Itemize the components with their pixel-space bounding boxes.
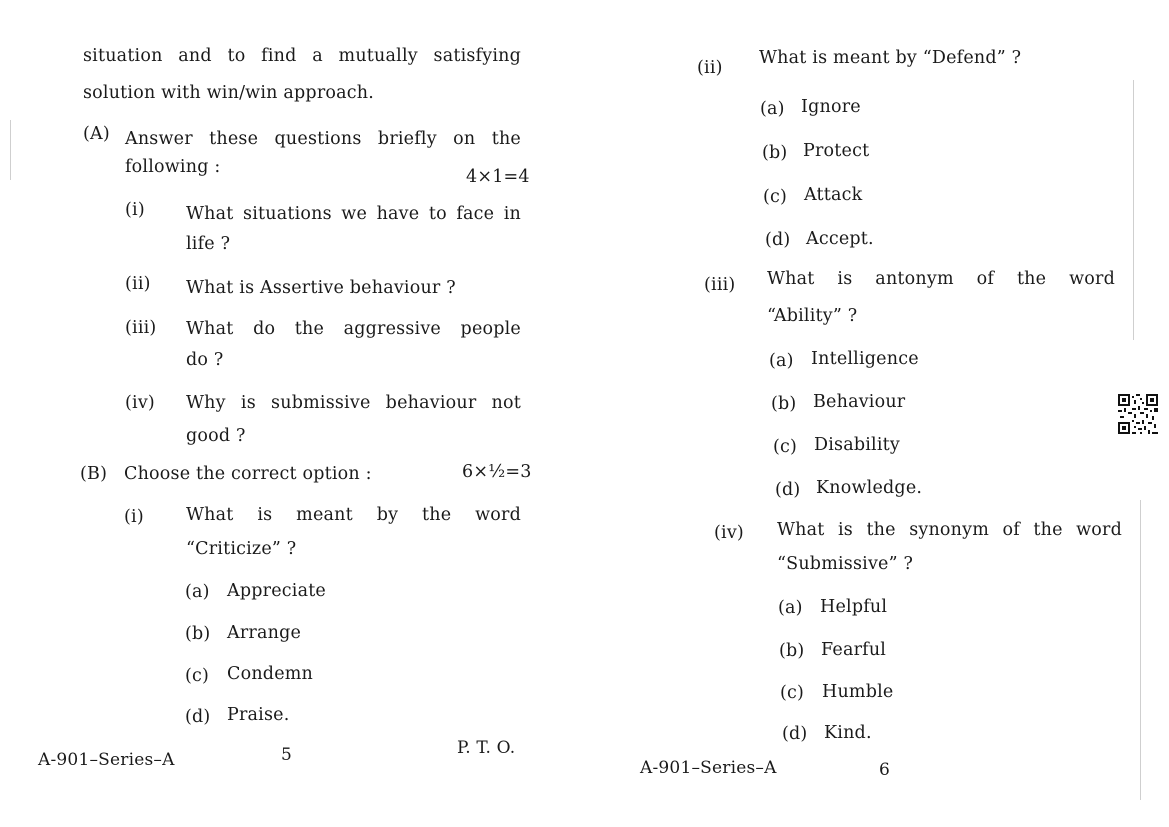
- question-b3-line-1: What is antonym of the word: [767, 269, 1115, 289]
- option-b3-c-label: (c): [773, 437, 798, 457]
- option-b3-d-label: (d): [775, 480, 801, 500]
- option-b4-d-label: (d): [782, 724, 808, 744]
- footer-series-right: A-901–Series–A: [640, 758, 777, 778]
- question-a4-number: (iv): [125, 393, 155, 413]
- question-a3-line-1: What do the aggressive people: [186, 319, 521, 339]
- section-a-line-2: following :: [125, 157, 221, 177]
- option-b1-a-label: (a): [185, 582, 210, 602]
- option-b4-a-text: Helpful: [820, 597, 888, 617]
- intro-line-2: solution with win/win approach.: [83, 83, 374, 103]
- option-b2-d-text: Accept.: [806, 229, 874, 249]
- footer-pto: P. T. O.: [457, 738, 516, 758]
- question-a4-line-1: Why is submissive behaviour not: [186, 393, 521, 413]
- scan-edge-line-right: [1133, 80, 1134, 340]
- section-b-label: (B): [80, 464, 108, 484]
- option-b1-b-text: Arrange: [227, 623, 302, 643]
- question-b2-text: What is meant by “Defend” ?: [759, 48, 1022, 68]
- option-b3-c-text: Disability: [814, 435, 900, 455]
- question-b4-line-1: What is the synonym of the word: [777, 520, 1122, 540]
- option-b1-a-text: Appreciate: [227, 581, 326, 601]
- scan-edge-line: [10, 120, 11, 180]
- option-b2-b-label: (b): [762, 143, 788, 163]
- question-a1-line-2: life ?: [186, 234, 231, 254]
- option-b4-b-label: (b): [779, 641, 805, 661]
- question-a3-line-2: do ?: [186, 350, 224, 370]
- question-a3-number: (iii): [125, 318, 157, 338]
- question-b4-line-2: “Submissive” ?: [777, 554, 914, 574]
- footer-page-number-right: 6: [879, 760, 891, 780]
- option-b4-b-text: Fearful: [821, 640, 887, 660]
- section-a-label: (A): [83, 124, 110, 144]
- qr-code-icon: [1118, 394, 1158, 434]
- section-b-marks: 6×½=3: [462, 462, 532, 482]
- section-a-line-1: Answer these questions briefly on the: [125, 129, 521, 149]
- option-b1-d-label: (d): [185, 707, 211, 727]
- option-b1-c-label: (c): [185, 666, 210, 686]
- option-b4-c-label: (c): [780, 683, 805, 703]
- option-b4-d-text: Kind.: [824, 723, 872, 743]
- option-b2-c-label: (c): [763, 187, 788, 207]
- question-b1-number: (i): [124, 507, 144, 527]
- section-b-text: Choose the correct option :: [124, 464, 372, 484]
- option-b3-b-label: (b): [771, 394, 797, 414]
- option-b4-a-label: (a): [778, 598, 803, 618]
- intro-line-1: situation and to find a mutually satisfying: [83, 46, 521, 66]
- question-b3-line-2: “Ability” ?: [767, 306, 858, 326]
- question-b4-number: (iv): [714, 523, 744, 543]
- question-a1-line-1: What situations we have to face in: [186, 204, 521, 224]
- question-a1-number: (i): [125, 200, 145, 220]
- section-a-marks: 4×1=4: [466, 167, 530, 187]
- question-a2-number: (ii): [125, 274, 151, 294]
- right-page: [584, 0, 1169, 827]
- left-page: [0, 0, 584, 827]
- footer-page-number: 5: [281, 745, 293, 765]
- option-b3-a-label: (a): [769, 351, 794, 371]
- option-b1-b-label: (b): [185, 624, 211, 644]
- question-b1-line-1: What is meant by the word: [186, 505, 521, 525]
- option-b3-a-text: Intelligence: [811, 349, 919, 369]
- option-b4-c-text: Humble: [822, 682, 894, 702]
- scan-edge-line-right-lower: [1140, 500, 1141, 800]
- option-b2-b-text: Protect: [803, 141, 870, 161]
- question-b2-number: (ii): [697, 58, 723, 78]
- option-b1-c-text: Condemn: [227, 664, 314, 684]
- option-b2-d-label: (d): [765, 230, 791, 250]
- option-b3-b-text: Behaviour: [813, 392, 906, 412]
- option-b2-a-label: (a): [760, 99, 785, 119]
- option-b1-d-text: Praise.: [227, 705, 290, 725]
- option-b3-d-text: Knowledge.: [816, 478, 923, 498]
- question-b3-number: (iii): [704, 275, 736, 295]
- question-a2-line-1: What is Assertive behaviour ?: [186, 278, 456, 298]
- option-b2-a-text: Ignore: [801, 97, 861, 117]
- footer-series: A-901–Series–A: [38, 750, 175, 770]
- question-b1-line-2: “Criticize” ?: [186, 539, 297, 559]
- option-b2-c-text: Attack: [804, 185, 863, 205]
- question-a4-line-2: good ?: [186, 426, 246, 446]
